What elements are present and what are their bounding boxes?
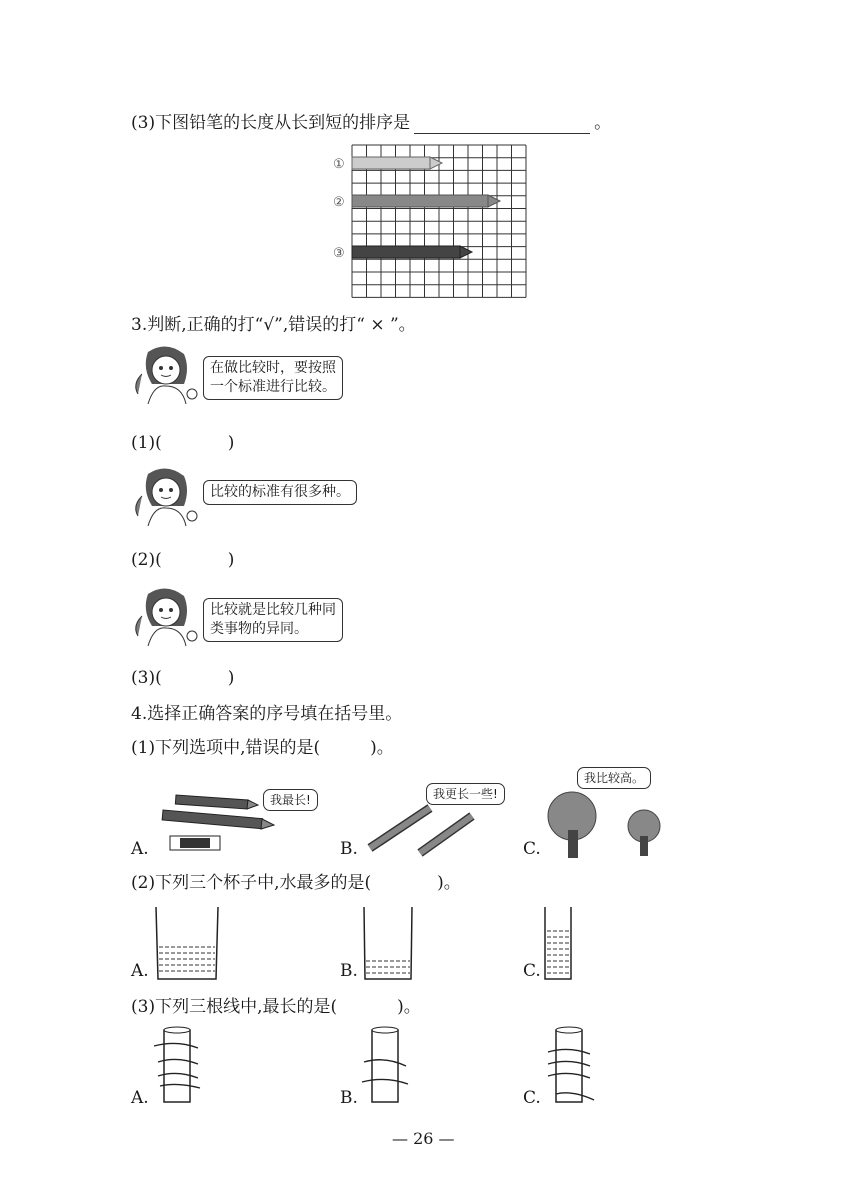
period: 。: [594, 113, 612, 133]
cylinder-b-icon: [358, 1026, 418, 1106]
option-b-label: B.: [340, 961, 358, 981]
item-label: (1)(: [131, 433, 162, 453]
pencil-2: [352, 195, 488, 207]
pencil-2-tip: [488, 195, 500, 207]
cup-a-icon: [154, 905, 220, 980]
option-b-pencils-figure: [360, 798, 480, 858]
question-4-title: 4.选择正确答案的序号填在括号里。: [131, 704, 403, 724]
page-number: — 26 —: [392, 1129, 455, 1148]
item-label: (3)(: [131, 668, 162, 688]
bubble-line: 比较就是比较几种同: [210, 602, 336, 618]
question-text: (2)下列三个杯子中,水最多的是(: [131, 873, 372, 893]
judge-item-3: [131, 667, 234, 689]
pencil-1-tip: [430, 157, 442, 169]
option-c-label: C.: [523, 839, 541, 859]
close-paren: ): [227, 433, 235, 453]
judge-item-1: [131, 432, 234, 454]
cup-c-icon: [543, 905, 573, 980]
option-b-label: B.: [340, 839, 358, 859]
judge-item-2: [131, 549, 234, 571]
question-4-3: [131, 996, 421, 1018]
cup-b-icon: [362, 905, 414, 980]
item-label: (2)(: [131, 550, 162, 570]
bubble-line: 在做比较时，要按照: [210, 360, 336, 376]
speech-bubble-1: [203, 356, 343, 400]
close-paren: )。: [437, 873, 461, 893]
close-paren: ): [227, 550, 235, 570]
marker-2: ②: [333, 195, 345, 210]
bubble-line: 一个标准进行比较。: [210, 379, 336, 395]
question-text: (3)下列三根线中,最长的是(: [131, 997, 338, 1017]
cylinder-c-icon: [542, 1026, 602, 1106]
option-a-label: A.: [131, 839, 149, 859]
speech-bubble-3: [203, 598, 343, 642]
option-b-label: B.: [340, 1088, 358, 1108]
pencil-1: [352, 157, 430, 169]
option-a-label: A.: [131, 1088, 149, 1108]
option-a-label: A.: [131, 961, 149, 981]
speech-bubble-a: 我最长!: [263, 789, 318, 811]
pencil-grid-figure: [330, 145, 530, 300]
question-2-3: [131, 112, 611, 134]
speech-bubble-c: 我比较高。: [577, 767, 651, 789]
close-paren: )。: [370, 738, 394, 758]
bubble-line: 类事物的异同。: [210, 621, 308, 637]
close-paren: )。: [397, 997, 421, 1017]
marker-1: ①: [333, 157, 345, 172]
answer-blank[interactable]: [414, 115, 590, 134]
pencil-3: [352, 246, 460, 258]
bubble-line: 比较的标准有很多种。: [210, 484, 350, 500]
girl-icon: [128, 586, 208, 648]
speech-bubble-b: 我更长一些!: [426, 783, 505, 805]
question-text: (1)下列选项中,错误的是(: [131, 738, 321, 758]
pencil-3-tip: [460, 246, 472, 258]
option-c-label: C.: [523, 1088, 541, 1108]
girl-icon: [128, 344, 208, 406]
question-text: (3)下图铅笔的长度从长到短的排序是: [131, 113, 411, 133]
close-paren: ): [227, 668, 235, 688]
girl-icon: [128, 466, 208, 528]
speech-bubble-2: [203, 480, 357, 505]
marker-3: ③: [333, 246, 345, 261]
question-3-title: 3.判断,正确的打“√”,错误的打“ × ”。: [131, 315, 416, 335]
question-4-1: [131, 737, 394, 759]
option-c-label: C.: [523, 961, 541, 981]
cylinder-a-icon: [150, 1026, 210, 1106]
question-4-2: [131, 872, 461, 894]
option-c-trees-figure: [542, 786, 672, 860]
